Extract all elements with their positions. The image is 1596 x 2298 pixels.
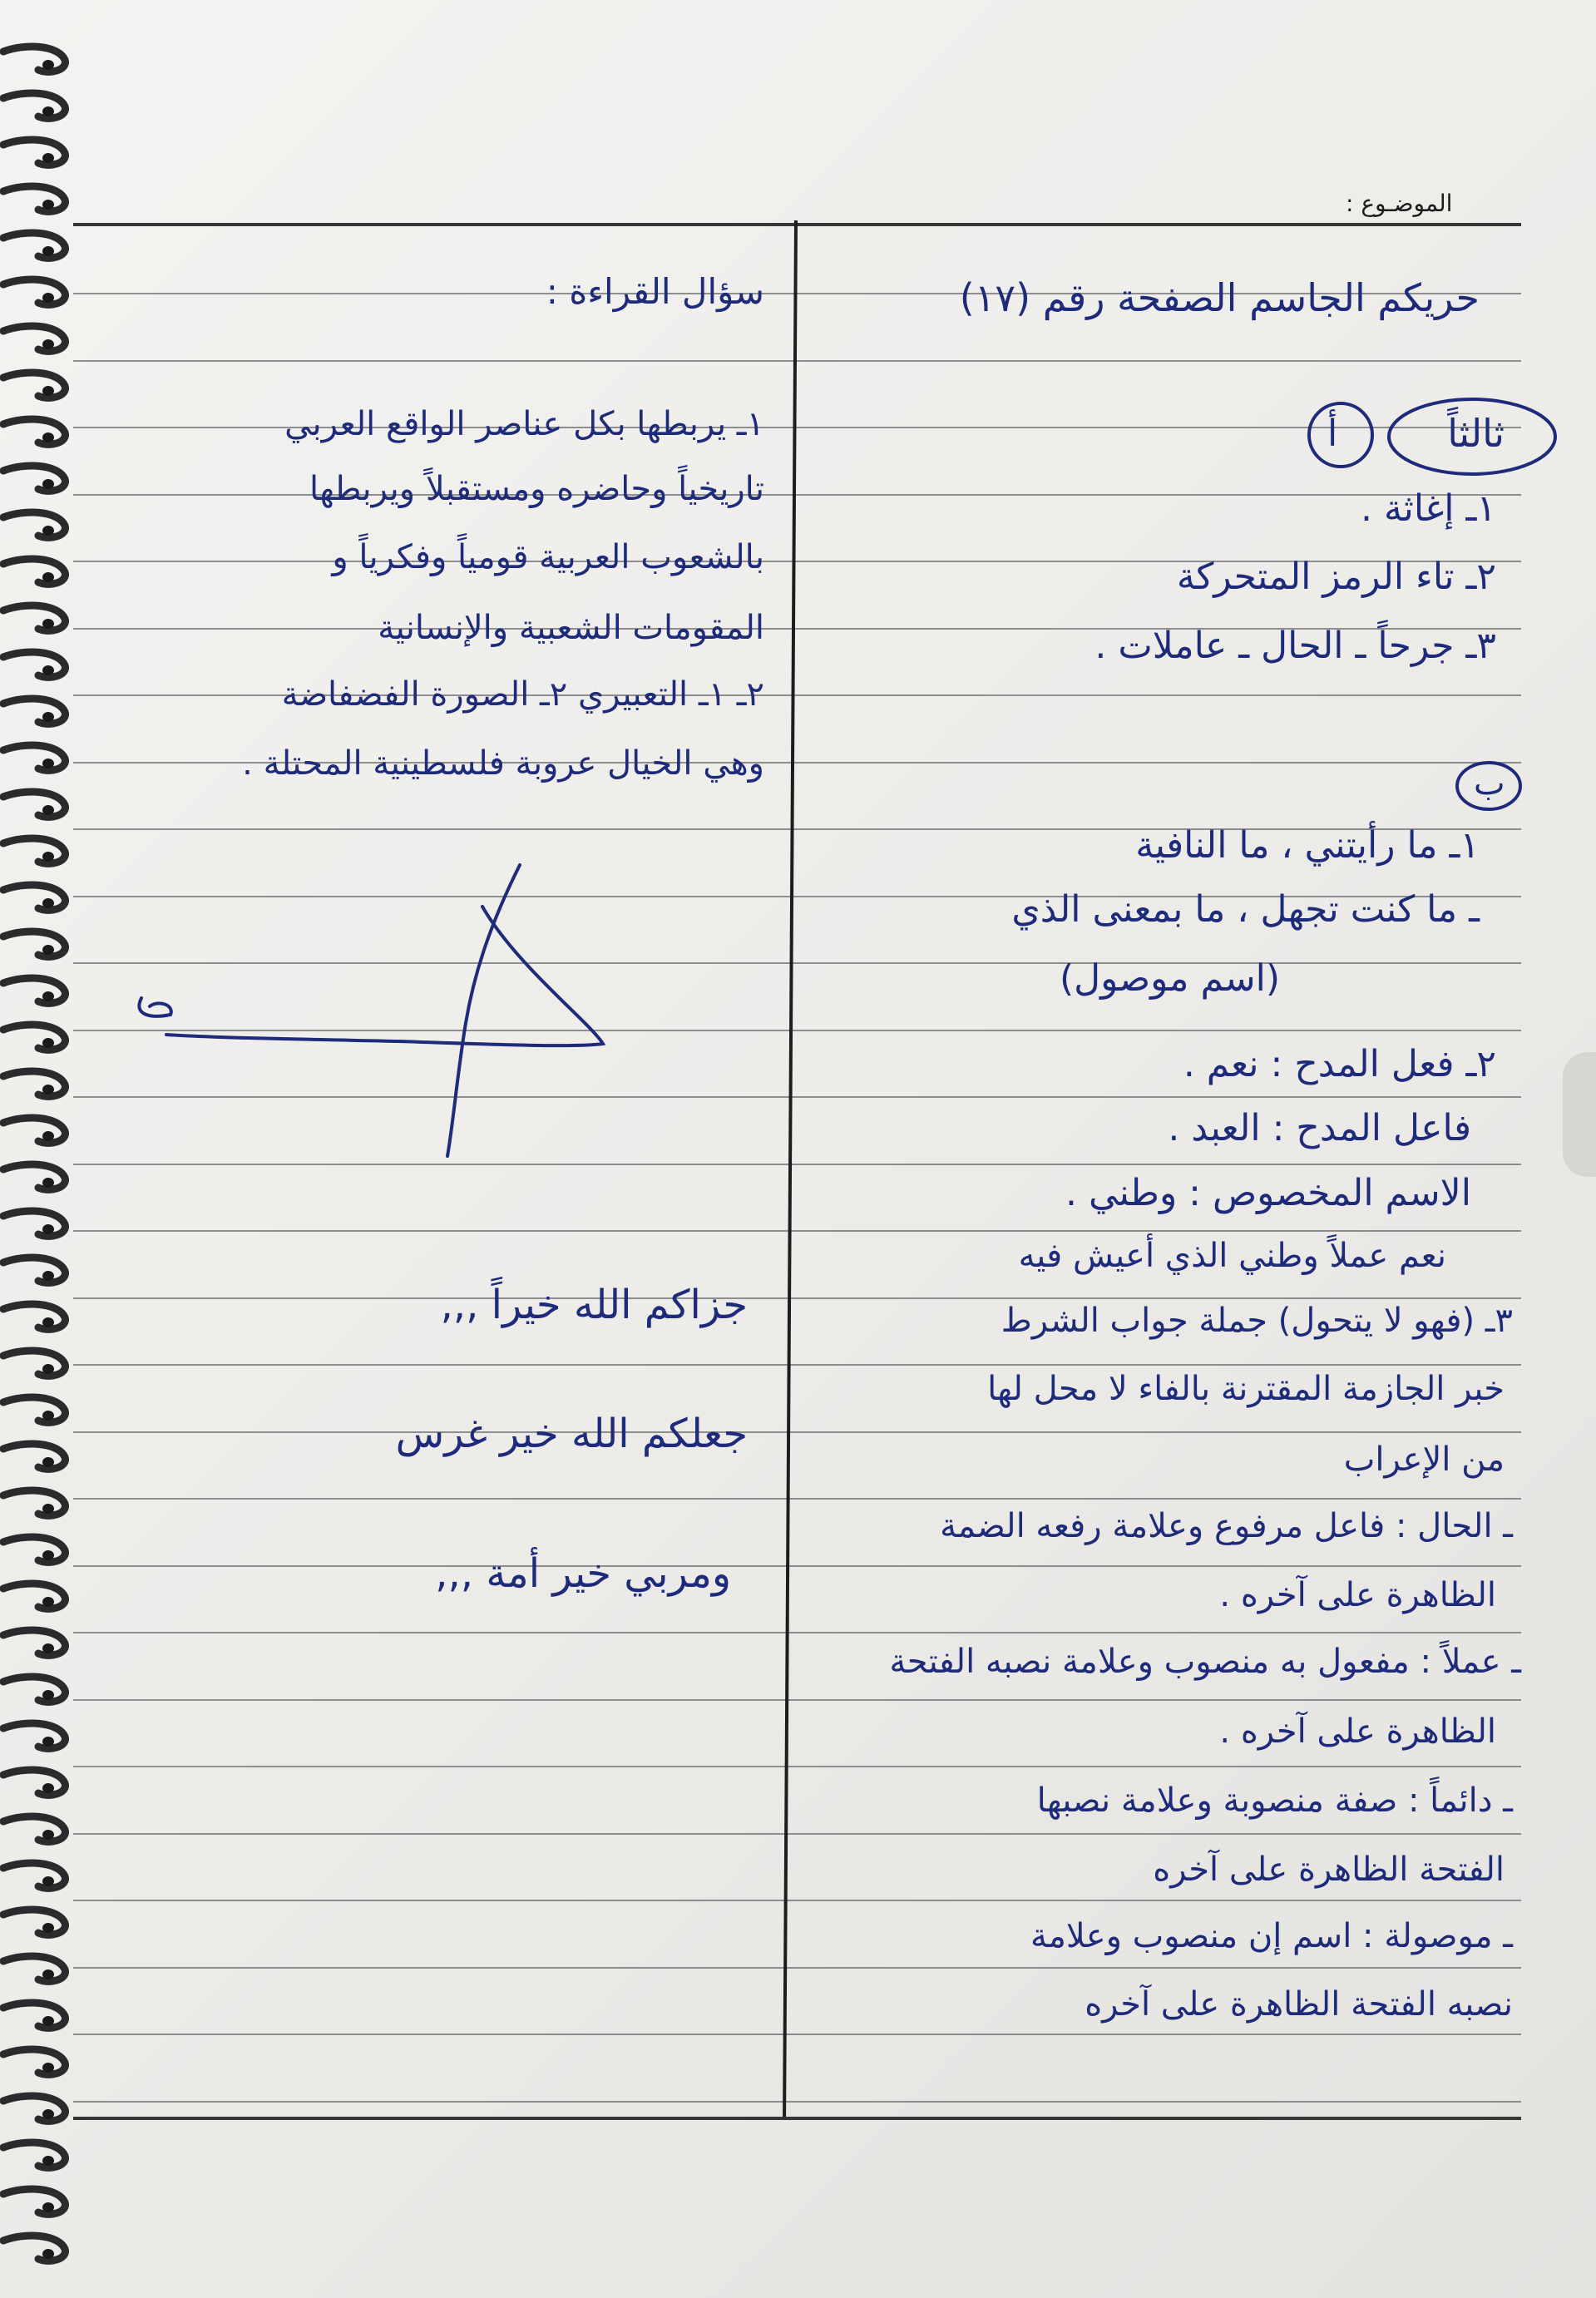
spiral-ring-icon [0, 1066, 73, 1105]
ruled-line [73, 1833, 1521, 1835]
spiral-ring-icon [0, 1998, 73, 2036]
answer-line: خبر الجازمة المقترنة بالفاء لا محل لها [987, 1370, 1505, 1408]
answer-line: الظاهرة على آخره . [1219, 1712, 1496, 1751]
column-divider [783, 220, 798, 2117]
spiral-ring-icon [0, 600, 73, 639]
spiral-ring-icon [0, 833, 73, 872]
answer-line: الاسم المخصوص : وطني . [1065, 1172, 1471, 1214]
answer-line: ٢ـ ١ـ التعبيري ٢ـ الصورة الفضفاضة [281, 675, 764, 714]
praise-line: جزاكم الله خيراً ,,, [440, 1282, 748, 1328]
spiral-ring-icon [0, 2044, 73, 2083]
spiral-ring-icon [0, 2091, 73, 2129]
spiral-ring-icon [0, 1579, 73, 1617]
answer-line: (اسم موصول) [1059, 957, 1280, 1000]
spiral-ring-icon [0, 274, 73, 313]
spiral-ring-icon [0, 973, 73, 1011]
topic-label: الموضـوع : [1346, 190, 1453, 217]
answer-line: نعم عملاً وطني الذي أعيش فيه [1018, 1237, 1446, 1275]
spiral-ring-icon [0, 2184, 73, 2222]
spiral-ring-icon [0, 88, 73, 126]
answer-line: ٣ـ جرحاً ـ الحال ـ عاملات . [1094, 625, 1496, 667]
spiral-ring-icon [0, 1299, 73, 1337]
spiral-ring-icon [0, 321, 73, 359]
spiral-ring-icon [0, 1858, 73, 1896]
ruled-line [73, 1297, 1521, 1299]
spiral-ring-icon [0, 1392, 73, 1431]
answer-line: من الإعراب [1343, 1441, 1505, 1479]
answer-line: ـ ما كنت تجهل ، ما بمعنى الذي [1011, 888, 1480, 931]
spiral-ring-icon [0, 1811, 73, 1850]
spiral-ring-icon [0, 507, 73, 546]
spiral-ring-icon [0, 1485, 73, 1524]
spiral-ring-icon [0, 1625, 73, 1663]
spiral-ring-icon [0, 1206, 73, 1244]
answer-line: ـ موصولة : اسم إن منصوب وعلامة [1030, 1917, 1513, 1955]
ruled-line [73, 1900, 1521, 1901]
part-a-circle-icon [1299, 398, 1382, 472]
answer-line: ـ دائماً : صفة منصوبة وعلامة نصبها [1036, 1782, 1513, 1820]
spiral-ring-icon [0, 42, 73, 80]
spiral-ring-icon [0, 368, 73, 406]
spiral-ring-icon [0, 2231, 73, 2269]
right-column-title: حريكم الجاسم الصفحة رقم (١٧) [959, 275, 1480, 320]
spiral-ring-icon [0, 1253, 73, 1291]
answer-line: ٢ـ فعل المدح : نعم . [1183, 1043, 1496, 1085]
answer-line: ١ـ ما رأيتني ، ما النافية [1135, 824, 1480, 867]
ruled-line [73, 1766, 1521, 1767]
spiral-ring-icon [0, 554, 73, 592]
ruled-line [73, 494, 1521, 496]
spiral-ring-icon [0, 694, 73, 732]
answer-line: ـ الحال : فاعل مرفوع وعلامة رفعه الضمة [940, 1507, 1513, 1545]
teacher-signature [125, 857, 624, 1189]
answer-line: بالشعوب العربية قومياً وفكرياً و [332, 538, 764, 576]
section-3-label: ثالثاً [1447, 411, 1505, 456]
spiral-ring-icon [0, 135, 73, 173]
spiral-ring-icon [0, 787, 73, 825]
spiral-ring-icon [0, 228, 73, 266]
spiral-ring-icon [0, 181, 73, 220]
spiral-ring-icon [0, 1346, 73, 1384]
spiral-ring-icon [0, 461, 73, 499]
ruled-line [73, 2034, 1521, 2035]
answer-line: ـ عملاً : مفعول به منصوب وعلامة نصبه الفتحة [889, 1643, 1521, 1681]
part-b-label: ب [1474, 764, 1505, 803]
spiral-ring-icon [0, 880, 73, 918]
spiral-ring-icon [0, 1905, 73, 1943]
part-a-label: أ [1327, 413, 1338, 455]
answer-line: ١ـ إغاثة . [1361, 487, 1496, 530]
answer-line: ١ـ يربطها بكل عناصر الواقع العربي [284, 405, 764, 443]
spiral-ring-icon [0, 1532, 73, 1570]
spiral-ring-icon [0, 1159, 73, 1198]
spiral-ring-icon [0, 927, 73, 965]
ruled-line [73, 360, 1521, 362]
ruled-line [73, 1431, 1521, 1433]
answer-line: ٣ـ (فهو لا يتحول) جملة جواب الشرط [1001, 1302, 1513, 1340]
ruled-line [73, 1565, 1521, 1567]
spiral-ring-icon [0, 1672, 73, 1710]
spiral-ring-icon [0, 647, 73, 685]
page-tear [1563, 1052, 1596, 1177]
praise-line: ومربي خير أمة ,,, [435, 1550, 731, 1597]
ruled-line [73, 1967, 1521, 1969]
spiral-ring-icon [0, 1951, 73, 1989]
spiral-ring-icon [0, 2137, 73, 2176]
spiral-ring-icon [0, 1020, 73, 1058]
ruled-line [73, 2101, 1521, 2103]
answer-line: ٢ـ تاء الرمز المتحركة [1176, 556, 1496, 598]
answer-line: وهي الخيال عروبة فلسطينية المحتلة . [242, 744, 764, 783]
answer-line: الفتحة الظاهرة على آخره [1153, 1851, 1505, 1889]
ruled-line [73, 1230, 1521, 1232]
answer-line: تاريخياً وحاضره ومستقبلاً ويربطها [309, 470, 764, 508]
answer-line: نصبه الفتحة الظاهرة على آخره [1085, 1985, 1513, 2024]
spiral-ring-icon [0, 1718, 73, 1757]
answer-line: فاعل المدح : العبد . [1168, 1107, 1471, 1149]
left-column-title: سؤال القراءة : [546, 271, 764, 312]
spiral-ring-icon [0, 1765, 73, 1803]
answer-line: الظاهرة على آخره . [1219, 1576, 1496, 1614]
ruled-line [73, 1364, 1521, 1366]
ruled-line-heavy [73, 2117, 1521, 2120]
spiral-ring-icon [0, 1113, 73, 1151]
ruled-line [73, 1632, 1521, 1633]
answer-line: المقومات الشعبية والإنسانية [378, 609, 764, 647]
spiral-ring-icon [0, 740, 73, 778]
spiral-ring-icon [0, 414, 73, 452]
praise-line: جعلكم الله خير غرس [395, 1411, 748, 1457]
ruled-line [73, 1699, 1521, 1701]
spiral-ring-icon [0, 1439, 73, 1477]
ruled-line [73, 1498, 1521, 1500]
